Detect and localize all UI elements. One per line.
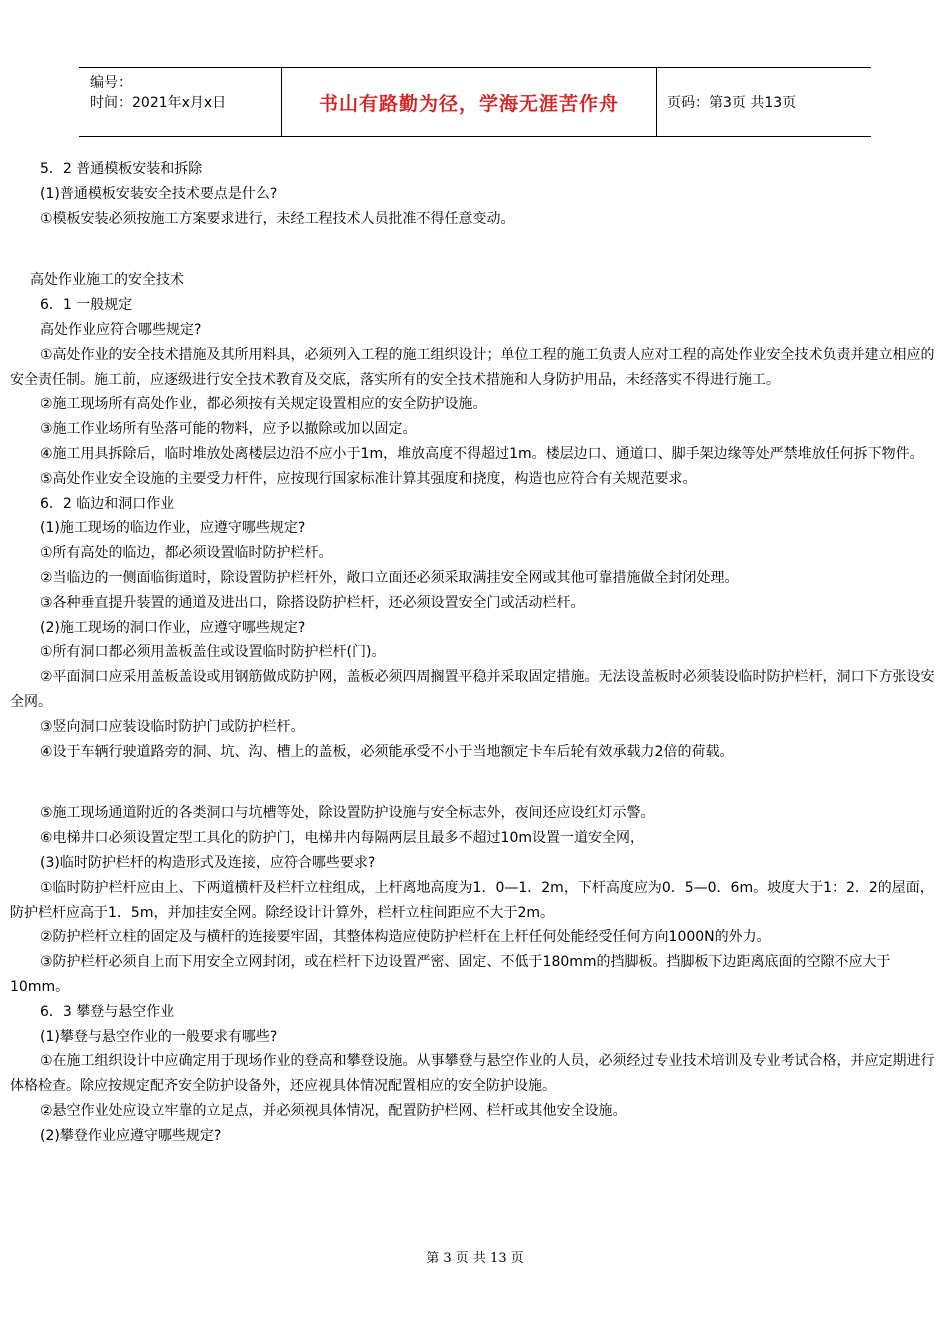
question: (2)攀登作业应遵守哪些规定?	[40, 1127, 222, 1144]
section-heading: 6．2 临边和洞口作业	[40, 495, 175, 512]
header-page-info: 页码：第3页 共13页	[667, 95, 797, 111]
section-heading: 5．2 普通模板安装和拆除	[40, 161, 203, 177]
question: (3)临时防护栏杆的构造形式及连接，应符合哪些要求?	[40, 854, 376, 871]
chapter-heading: 高处作业施工的安全技术	[30, 272, 184, 289]
paragraph: ①在施工组织设计中应确定用于现场作业的登高和攀登设施。从事攀登与悬空作业的人员，必须经过专业技术培训及专业考试合格，并应定期进行体格检查。除应按规定配齐安全防护设备外，还应视具体情况配置相应的安全防护设施。	[10, 1053, 935, 1095]
paragraph: ④设于车辆行驶道路旁的洞、坑、沟、槽上的盖板，必须能承受不小于当地额定卡车后轮有效承载力2倍的荷载。	[40, 743, 734, 760]
number-label: 编号：	[90, 75, 132, 91]
question: 高处作业应符合哪些规定?	[40, 321, 202, 338]
paragraph: ②平面洞口应采用盖板盖设或用钢筋做成防护网，盖板必须四周搁置平稳并采取固定措施。无法设盖板时必须装设临时防护栏杆，洞口下方张设安全网。	[10, 669, 935, 710]
paragraph: ⑥电梯井口必须设置定型工具化的防护门，电梯井内每隔两层且最多不超过10m设置一道安全网，	[40, 830, 645, 847]
paragraph: ②施工现场所有高处作业，都必须按有关规定设置相应的安全防护设施。	[40, 396, 487, 413]
paragraph: ⑤高处作业安全设施的主要受力杆件，应按现行国家标准计算其强度和挠度，构造也应符合有关规范要求。	[40, 470, 697, 487]
header-motto: 书山有路勤为径，学海无涯苦作舟	[281, 68, 657, 136]
paragraph: ①高处作业的安全技术措施及其所用料具，必须列入工程的施工组织设计；单位工程的施工负责人应对工程的高处作业安全技术负责并建立相应的安全责任制。施工前，应逐级进行安全技术教育及交底，落实所有的安全技术措施和人身防护用品，未经落实不得进行施工。	[10, 346, 935, 388]
header-meta	[79, 68, 281, 136]
question: (2)施工现场的洞口作业，应遵守哪些规定?	[40, 619, 306, 636]
paragraph: ④施工用具拆除后，临时堆放处离楼层边沿不应小于1m，堆放高度不得超过1m。楼层边口、通道口、脚手架边缘等处严禁堆放任何拆下物件。	[40, 445, 924, 462]
paragraph: ③施工作业场所有坠落可能的物料，应予以撤除或加以固定。	[40, 421, 417, 438]
page-footer: 第 3 页 共 13 页	[426, 1251, 524, 1266]
time-label: 时间：2021年x月x日	[90, 95, 227, 111]
paragraph: ③竖向洞口应装设临时防护门或防护栏杆。	[40, 718, 305, 735]
paragraph: ①所有洞口都必须用盖板盖住或设置临时防护栏杆(门)。	[40, 644, 386, 661]
page-header	[79, 67, 871, 137]
question: (1)攀登与悬空作业的一般要求有哪些?	[40, 1028, 278, 1045]
question: (1)施工现场的临边作业，应遵守哪些规定?	[40, 520, 306, 537]
paragraph: ②当临边的一侧面临街道时，除设置防护栏杆外，敞口立面还必须采取满挂安全网或其他可靠措施做全封闭处理。	[40, 569, 739, 586]
section-heading: 6．3 攀登与悬空作业	[40, 1003, 175, 1020]
paragraph: ②防护栏杆立柱的固定及与横杆的连接要牢固，其整体构造应使防护栏杆在上杆任何处能经受任何方向1000N的外力。	[40, 929, 771, 946]
section-heading: 6．1 一般规定	[40, 297, 133, 314]
paragraph: ③防护栏杆必须自上而下用安全立网封闭，或在栏杆下边设置严密、固定、不低于180mm的挡脚板。挡脚板下边距离底面的空隙不应大于10mm。	[10, 954, 891, 995]
paragraph: ①临时防护栏杆应由上、下两道横杆及栏杆立柱组成，上杆离地高度为1．0—1．2m，下杆高度应为0．5—0．6m。坡度大于1：2．2的屋面，防护栏杆应高于1．5m，并加挂安全网。除经设计计算外，栏杆立柱间距应不大于2m。	[10, 879, 934, 921]
paragraph: ②悬空作业处应设立牢靠的立足点，并必须视具体情况，配置防护栏网、栏杆或其他安全设施。	[40, 1102, 627, 1119]
question: (1)普通模板安装安全技术要点是什么?	[40, 185, 278, 202]
paragraph: ①所有高处的临边，都必须设置临时防护栏杆。	[40, 545, 333, 562]
document-body	[10, 157, 941, 1148]
paragraph: ①模板安装必须按施工方案要求进行，未经工程技术人员批准不得任意变动。	[40, 210, 515, 227]
paragraph: ③各种垂直提升装置的通道及进出口，除搭设防护栏杆，还必须设置安全门或活动栏杆。	[40, 594, 585, 611]
paragraph: ⑤施工现场通道附近的各类洞口与坑槽等处，除设置防护设施与安全标志外，夜间还应设红灯示警。	[40, 805, 655, 822]
